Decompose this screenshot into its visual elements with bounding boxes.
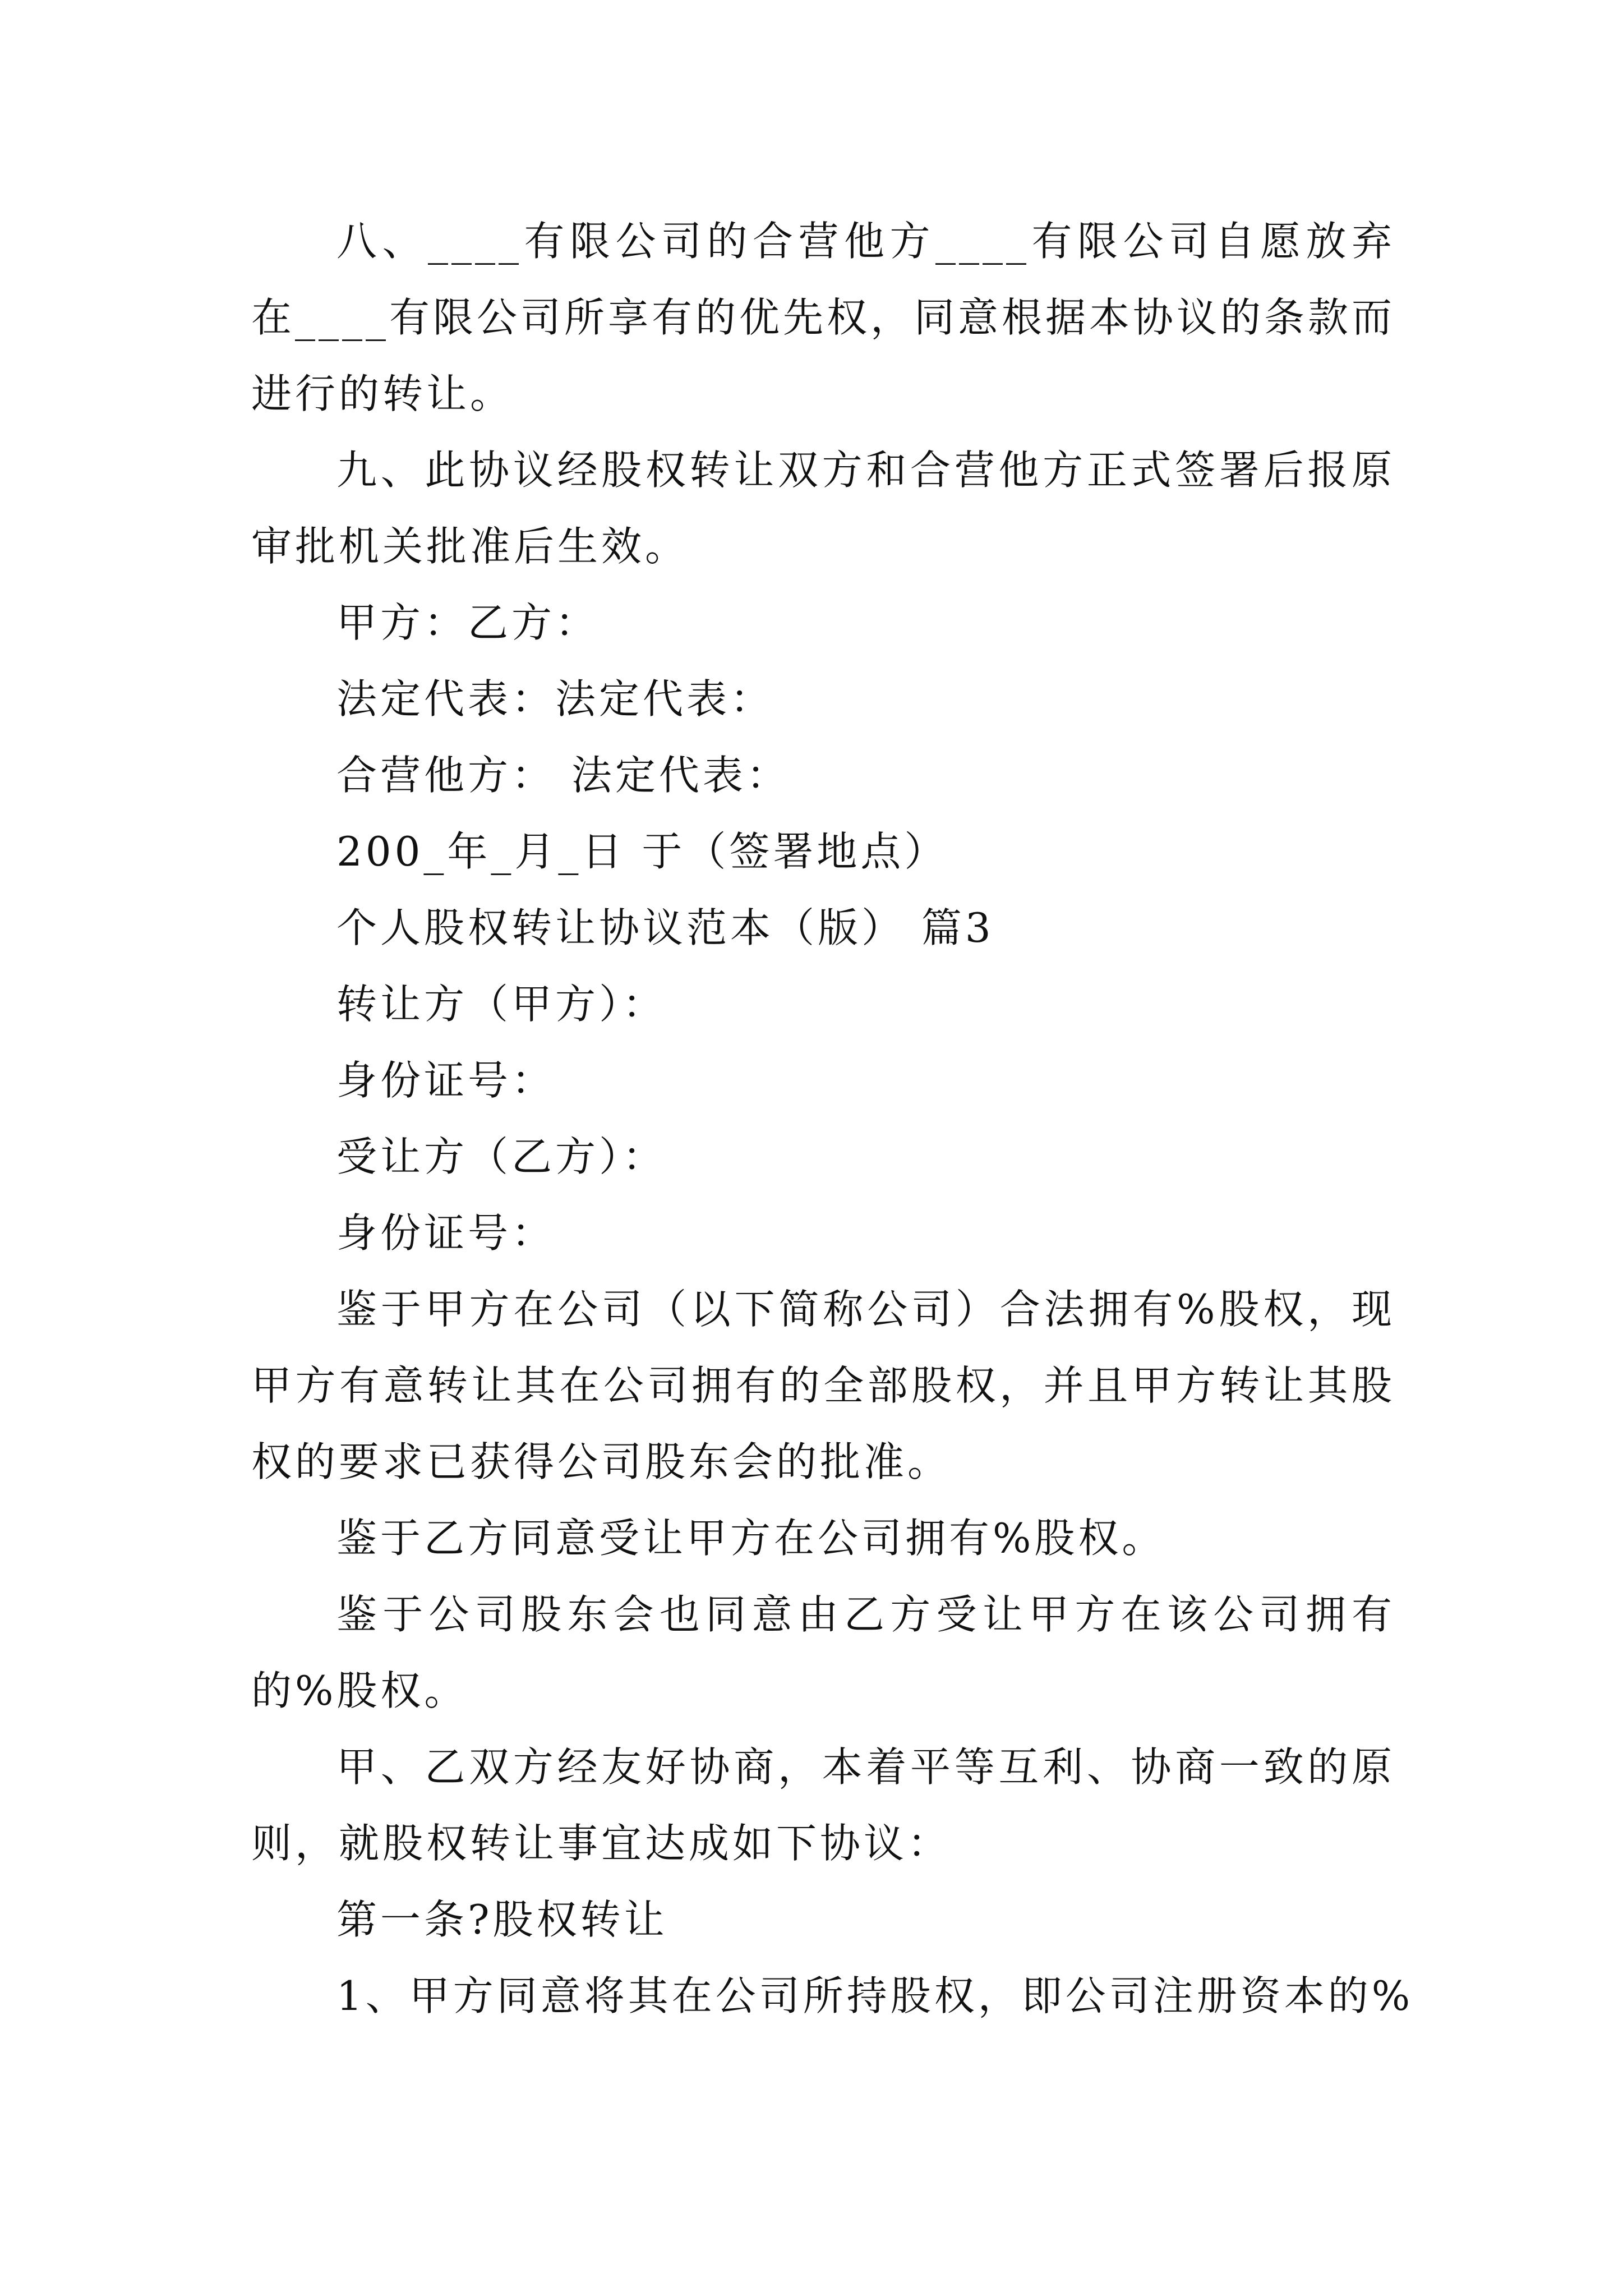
document-body	[251, 203, 1414, 2034]
clause-9-paragraph: 九、此协议经股权转让双方和合营他方正式签署后报原审批机关批准后生效。	[251, 447, 1395, 570]
transferor-id-line: 身份证号：	[336, 1057, 556, 1104]
transferee-line: 受让方（乙方）：	[336, 1133, 667, 1180]
transferee-id-line: 身份证号：	[336, 1209, 556, 1257]
section-title: 个人股权转让协议范本（版） 篇3	[336, 904, 994, 951]
party-a-b-signature-line: 甲方：乙方：	[336, 599, 600, 646]
recital-1-paragraph: 鉴于甲方在公司（以下简称公司）合法拥有%股权，现甲方有意转让其在公司拥有的全部股权，并且甲方转让其股权的要求已获得公司股东会的批准。	[251, 1286, 1395, 1485]
article-1-heading: 第一条?股权转让	[336, 1896, 668, 1943]
agreement-intro-paragraph: 甲、乙双方经友好协商，本着平等互利、协商一致的原则，就股权转让事宜达成如下协议：	[251, 1743, 1395, 1867]
recital-3-paragraph: 鉴于公司股东会也同意由乙方受让甲方在该公司拥有的%股权。	[251, 1591, 1395, 1714]
clause-8-paragraph: 八、____有限公司的合营他方____有限公司自愿放弃在____有限公司所享有的优先权，同意根据本协议的条款而进行的转让。	[251, 218, 1396, 417]
transferor-line: 转让方（甲方）：	[336, 981, 667, 1028]
joint-venture-party-line: 合营他方： 法定代表：	[336, 752, 790, 799]
recital-2-paragraph: 鉴于乙方同意受让甲方在公司拥有%股权。	[336, 1515, 1166, 1562]
signing-date-place-line: 200_年_月_日 于（签署地点）	[336, 828, 948, 875]
legal-representative-line: 法定代表：法定代表：	[336, 675, 774, 723]
article-1-item-1: 1、甲方同意将其在公司所持股权，即公司注册资本的%	[336, 1972, 1414, 2019]
